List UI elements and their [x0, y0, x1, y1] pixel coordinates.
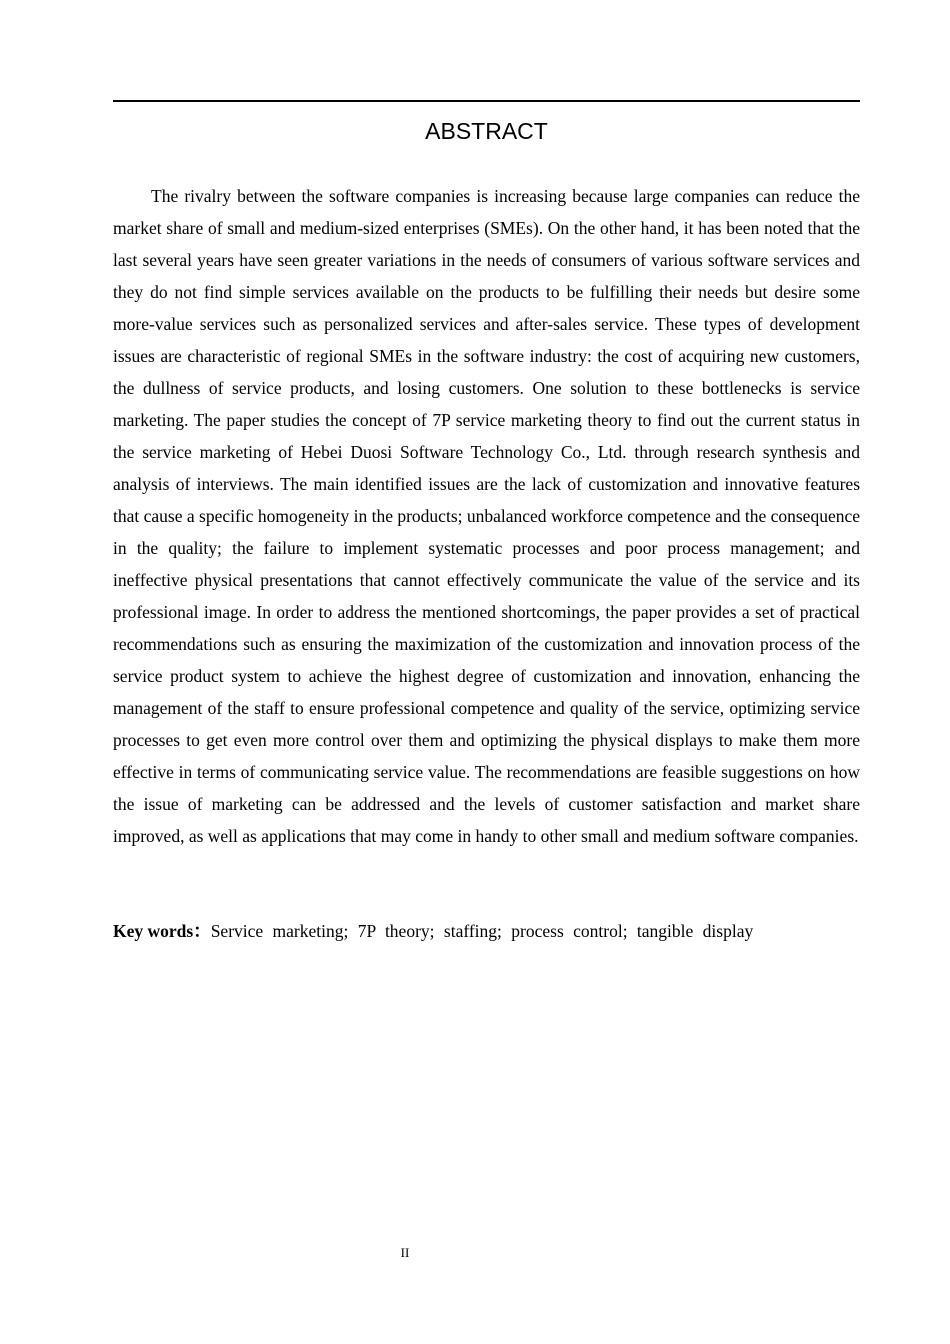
keywords-line — [113, 915, 860, 947]
page-number: II — [400, 1245, 410, 1260]
abstract-paragraph: The rivalry between the software companies is increasing because large companies can reduce the market share of small and medium-sized enterprises (SMEs). On the other hand, it has been noted that the last several years have seen greater variations in the needs of consumers of various software services and they do not find simple services available on the products to be fulfilling their needs but desire some more-value services such as personalized services and after-sales service. These types of development issues are characteristic of regional SMEs in the software industry: the cost of acquiring new customers, the dullness of service products, and losing customers. One solution to these bottlenecks is service marketing. The paper studies the concept of 7P service marketing theory to find out the current status in the service marketing of Hebei Duosi Software Technology Co., Ltd. through research synthesis and analysis of interviews. The main identified issues are the lack of customization and innovative features that cause a specific homogeneity in the products; unbalanced workforce competence and the consequence in the quality; the failure to implement systematic processes and poor process management; and ineffective physical presentations that cannot effectively communicate the value of the service and its professional image. In order to address the mentioned shortcomings, the paper provides a set of practical recommendations such as ensuring the maximization of the customization and innovation process of the service product system to achieve the highest degree of customization and innovation, enhancing the management of the staff to ensure professional competence and quality of the service, optimizing service processes to get even more control over them and optimizing the physical displays to make them more effective in terms of communicating service value. The recommendations are feasible suggestions on how the issue of marketing can be addressed and the levels of customer satisfaction and market share improved, as well as applications that may come in handy to other small and medium software companies. — [113, 186, 860, 846]
keywords-value: Service marketing; 7P theory; staffing; process control; tangible display — [210, 921, 754, 941]
header-rule — [113, 100, 860, 102]
abstract-body — [113, 180, 860, 852]
abstract-title: ABSTRACT — [425, 118, 548, 144]
keywords-label: Key words： — [113, 921, 211, 941]
